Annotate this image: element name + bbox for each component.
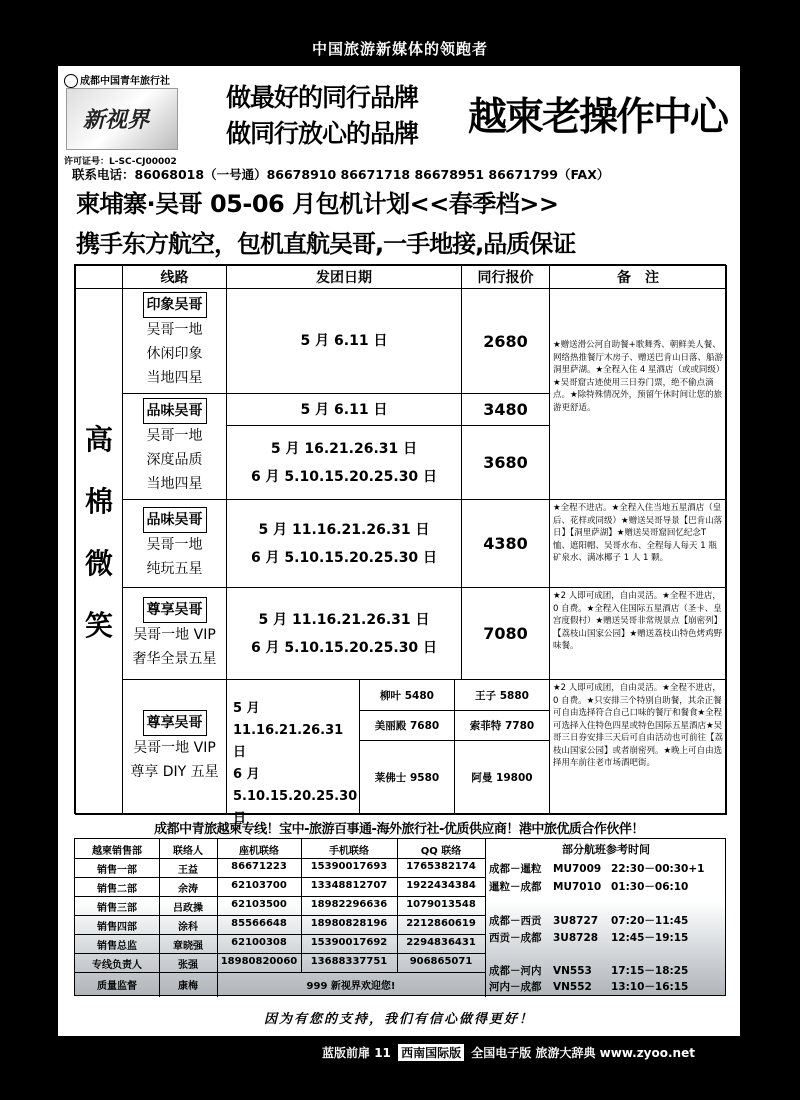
- landline: 18980820060: [220, 956, 298, 967]
- footer-site[interactable]: 全国电子版 旅游大辞典 www.zyoo.net: [471, 1046, 695, 1060]
- flight-row: [489, 963, 725, 978]
- advertisement-sheet: [58, 66, 740, 1036]
- contact-phones: 联系电话：86068018（一号通）86678910 86671718 86678951 86671799（FAX）: [72, 167, 610, 182]
- flight-number: 3U8728: [553, 932, 599, 944]
- main-title: 柬埔寨·吴哥 05-06 月包机计划<<春季档>>: [76, 190, 559, 218]
- table-row: [75, 858, 485, 877]
- flight-number: VN553: [553, 965, 592, 977]
- route-title: 印象吴哥: [143, 292, 207, 318]
- hotel-option: 索菲特 7780: [454, 710, 550, 741]
- flight-row: [489, 913, 725, 928]
- col-contact: 联络人: [173, 846, 203, 857]
- dept: 销售三部: [97, 903, 137, 914]
- table-row: [75, 877, 485, 896]
- header: [58, 66, 740, 180]
- date-line: 6 月 5.10.15.20.25.30 日: [250, 639, 438, 656]
- note-3: ★2 人即可成团，自由灵活。★全程不进店，0 自费。★全程入住国际五星酒店（圣卡、皇宫度假村）★赠送吴哥非常规景点【崩密列】【荔枝山国家公园】★赠送荔枝山特色烤鸡野味餐。: [549, 587, 727, 680]
- landline: 62103700: [231, 880, 287, 891]
- route-2: [122, 393, 227, 500]
- edition-badge: 西南国际版: [398, 1044, 464, 1061]
- col-qq: QQ 联络: [420, 846, 462, 857]
- flight-time: 17:15－18:25: [611, 965, 689, 977]
- sales-header: [75, 839, 485, 858]
- globe-icon: [64, 74, 78, 88]
- route-title: 尊享吴哥: [143, 597, 207, 623]
- route-line: 吴哥一地: [146, 536, 203, 553]
- mobile: 18982296636: [310, 899, 388, 910]
- flight-number: 3U8727: [553, 915, 599, 927]
- route-line: 尊享 DIY 五星: [130, 764, 219, 780]
- date-line: 11.16.21.26.31 日: [233, 723, 344, 760]
- contact: 余涛: [178, 884, 198, 895]
- flight-route: 河内－成都: [489, 981, 542, 993]
- route-3: [122, 499, 227, 588]
- table-row: [75, 915, 485, 934]
- page-footer: [322, 1044, 695, 1061]
- qq: 1765382174: [406, 861, 476, 872]
- qq: 1922434384: [406, 880, 476, 891]
- flight-route: 成都－暹粒: [489, 863, 542, 875]
- price-1: 2680: [461, 288, 550, 394]
- company-label: 成都中国青年旅行社: [80, 76, 170, 87]
- landline: 86671223: [231, 861, 287, 872]
- route-line: 深度品质: [146, 451, 203, 468]
- dept: 质量监督: [97, 981, 137, 992]
- mobile: 15390017692: [310, 937, 388, 948]
- hotel-option: 美丽殿 7680: [359, 710, 455, 741]
- route-line: 吴哥一地: [146, 322, 203, 338]
- date-line: 6 月 5.10.15.20.25.30 日: [250, 468, 438, 485]
- landline: 62103500: [231, 899, 287, 910]
- flight-number: VN552: [553, 981, 592, 993]
- header-date: 发团日期: [226, 265, 462, 289]
- date-line: 5 月 16.21.26.31 日: [270, 440, 418, 457]
- price-2a: 3480: [461, 393, 550, 426]
- dept: 销售总监: [97, 941, 137, 952]
- flight-row: [489, 861, 725, 876]
- hotel-option: 王子 5880: [454, 679, 550, 711]
- flight-time: 22:30－00:30+1: [611, 863, 705, 875]
- table-row: [75, 934, 485, 953]
- date-2b: [226, 425, 462, 500]
- contact: 章晓强: [173, 941, 203, 952]
- hotel-option: 莱佛士 9580: [359, 740, 455, 815]
- flight-route: 成都－河内: [489, 965, 542, 977]
- dept: 销售二部: [97, 884, 137, 895]
- route-line: 纯玩五星: [146, 560, 203, 577]
- flight-time: 12:45－19:15: [611, 932, 689, 944]
- flight-row: [489, 979, 725, 994]
- contact: 张强: [178, 960, 198, 971]
- price-4: 7080: [461, 587, 550, 680]
- brand-slogan-1: 做最好的同行品牌: [226, 83, 419, 112]
- quality-row: [75, 974, 485, 993]
- route-line: 当地四星: [146, 370, 203, 386]
- flights-header: 部分航班参考时间: [562, 843, 650, 856]
- dept: 销售四部: [97, 922, 137, 933]
- company-name: [64, 72, 170, 88]
- date-2a: 5 月 6.11 日: [226, 393, 462, 426]
- side-char-3: 微: [84, 547, 113, 580]
- dept: 销售一部: [97, 865, 137, 876]
- route-title: 尊享吴哥: [143, 710, 207, 736]
- brand-title: 越柬老操作中心: [468, 95, 728, 140]
- header-price: 同行报价: [461, 265, 550, 289]
- date-5: [226, 679, 360, 826]
- hotel-option: 柳叶 5480: [359, 679, 455, 711]
- route-line: 吴哥一地 VIP: [133, 626, 216, 643]
- contact: 吕政操: [173, 903, 203, 914]
- mobile: 18980828196: [310, 918, 388, 929]
- flight-number: MU7010: [553, 881, 602, 893]
- qq: 2294836431: [406, 937, 476, 948]
- flight-number: MU7009: [553, 863, 602, 875]
- header-notes: 备 注: [549, 265, 727, 289]
- route-line: 吴哥一地 VIP: [133, 740, 216, 756]
- flight-route: 暹粒－成都: [489, 881, 542, 893]
- table-row: [75, 953, 485, 972]
- qq: 1079013548: [406, 899, 476, 910]
- welcome-text: 999 新视界欢迎您!: [306, 981, 396, 992]
- page-number: 11: [374, 1046, 391, 1060]
- header-blank: [75, 265, 123, 289]
- mobile: 13688337751: [310, 956, 388, 967]
- date-line: 5 月 11.16.21.26.31 日: [258, 521, 430, 538]
- route-title: 品味吴哥: [143, 398, 207, 424]
- license-number: 许可证号：L-SC-CJ00002: [64, 157, 177, 167]
- sales-contacts: [74, 838, 726, 996]
- mobile: 13348812707: [310, 880, 388, 891]
- dept: 专线负责人: [92, 960, 142, 971]
- route-line: 奢华全景五星: [132, 650, 217, 667]
- side-char-2: 棉: [84, 485, 113, 518]
- brand-slogan-2: 做同行放心的品牌: [226, 119, 419, 148]
- route-title: 品味吴哥: [143, 507, 207, 533]
- col-dept: 越柬销售部: [92, 846, 142, 857]
- partner-banner: 成都中青旅越柬专线！宝中-旅游百事通-海外旅行社-优质供应商！港中旅优质合作伙伴！: [154, 822, 644, 837]
- flight-time: 13:10－16:15: [611, 981, 689, 993]
- note-4: ★2 人即可成团，自由灵活。★全程不进店，0 自费。★只安排三个特别自助餐，其余正餐可自由选择符合自己口味的餐厅和餐食★全程可选择入住特色四星或特色国际五星酒店★吴哥三日券安排三天后可自由活动也可前往【荔枝山国家公园】或者崩密列。★晚上可自由选择用车前往老市场酒吧街。: [549, 679, 727, 815]
- contact: 康梅: [178, 981, 198, 992]
- note-2: ★全程不进店。★全程入住当地五星酒店（皇后、花样或同级）★赠送吴哥导景【巴肯山落日】【洞里萨湖】★赠送吴哥窟回忆纪念T恤、遮阳帽、吴哥水布、全程每人每天 1 瓶矿泉水、满冰椰子 1 人 1 颗。: [549, 499, 727, 588]
- side-char-1: 高: [84, 423, 113, 456]
- route-1: [122, 288, 227, 394]
- flight-row: [489, 930, 725, 945]
- col-landline: 座机联络: [239, 846, 279, 857]
- flight-time: 07:20－11:45: [611, 915, 689, 927]
- landline: 85566648: [231, 918, 287, 929]
- logo-text: 新视界: [83, 107, 150, 133]
- price-3: 4380: [461, 499, 550, 588]
- flight-route: 西贡－成都: [489, 932, 542, 944]
- logo: [66, 88, 178, 150]
- side-label: [75, 288, 123, 815]
- flight-time: 01:30－06:10: [611, 881, 689, 893]
- header-route: 线路: [122, 265, 227, 289]
- flight-row: [489, 879, 725, 894]
- landline: 62100308: [231, 937, 287, 948]
- price-2b: 3680: [461, 425, 550, 500]
- note-1: ★赠送滑公河自助餐+歌舞秀、朝鲜美人餐、网络热推餐厅木房子、赠送巴肯山日落、船游洞里萨湖。★全程入住 4 星酒店（或或同级）★吴哥窟古迹使用三日券门票，绝不偷点滴点。★除特殊情况外，预留午休时间让您的旅游更舒适。: [549, 288, 727, 500]
- date-line: 5 月 11.16.21.26.31 日: [258, 611, 430, 628]
- route-5: [122, 679, 227, 815]
- date-1: 5 月 6.11 日: [226, 288, 462, 394]
- contact: 王益: [178, 865, 198, 876]
- table-row: [75, 896, 485, 915]
- date-line: 6 月 5.10.15.20.25.30 日: [250, 549, 438, 566]
- route-4: [122, 587, 227, 680]
- qq: 2212860619: [406, 918, 476, 929]
- date-line: 5.10.15.20.25.30 日: [233, 789, 358, 826]
- top-slogan: 中国旅游新媒体的领跑者: [311, 40, 488, 58]
- contact: 涂科: [178, 922, 198, 933]
- sub-title: 携手东方航空，包机直航吴哥,一手地接,品质保证: [76, 230, 576, 258]
- col-mobile: 手机联络: [329, 846, 369, 857]
- date-4: [226, 587, 462, 680]
- date-3: [226, 499, 462, 588]
- date-line: 6 月: [233, 767, 260, 782]
- date-line: 5 月: [233, 701, 260, 716]
- thanks-slogan: 因为有您的支持，我们有信心做得更好！: [263, 1012, 534, 1027]
- tour-table: [74, 264, 726, 826]
- flight-route: 成都－西贡: [489, 915, 542, 927]
- route-line: 当地四星: [146, 475, 203, 492]
- side-char-4: 笑: [84, 609, 113, 642]
- hotel-option: 阿曼 19800: [454, 740, 550, 815]
- route-line: 休闲印象: [146, 346, 203, 362]
- mobile: 15390017693: [310, 861, 388, 872]
- footer-section: 蓝版前扉: [322, 1046, 371, 1060]
- route-line: 吴哥一地: [146, 427, 203, 444]
- qq: 906865071: [409, 956, 473, 967]
